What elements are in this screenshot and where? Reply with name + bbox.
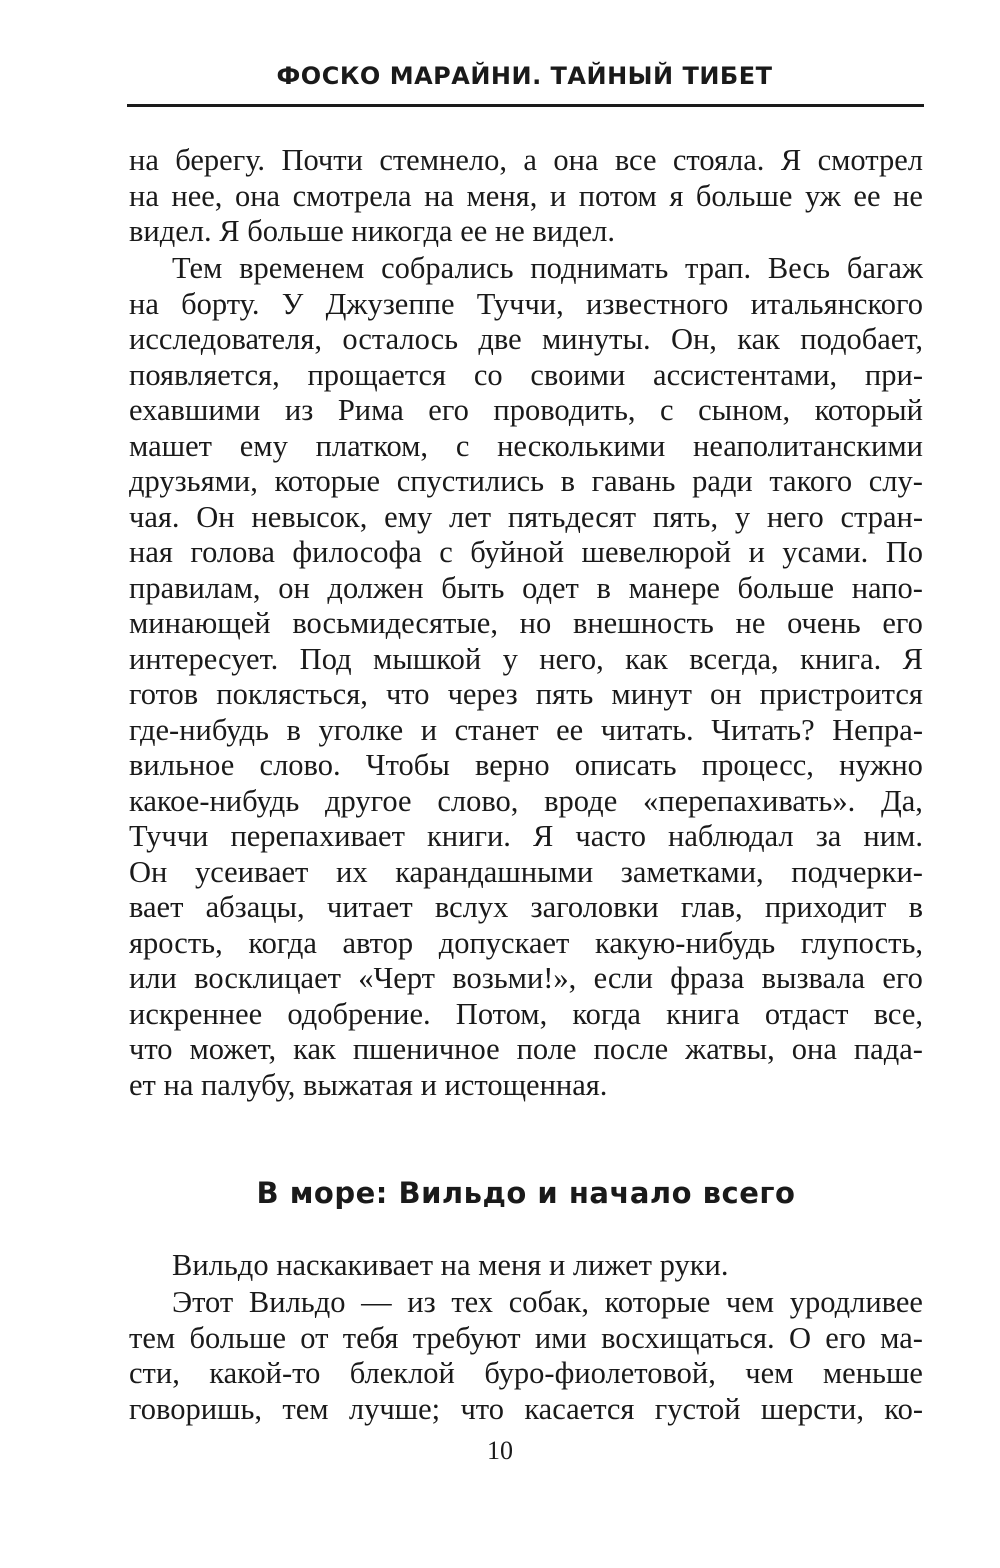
text-line: друзьями, которые спустились в гавань ради такого слу- — [129, 464, 923, 498]
text-line: сти, какой-то блеклой буро-фиолетовой, чем меньше — [129, 1356, 923, 1390]
text-line: машет ему платком, с несколькими неаполитанскими — [129, 428, 923, 463]
text-line: ет на палубу, выжатая и истощенная. — [129, 1067, 608, 1102]
text-line: Туччи перепахивает книги. Я часто наблюдал за ним. — [129, 819, 923, 853]
text-line: говоришь, тем лучше; что касается густой шерсти, ко- — [129, 1391, 923, 1426]
paragraph-1 — [129, 143, 923, 250]
text-line: правилам, он должен быть одет в манере больше напо- — [129, 570, 923, 605]
text-line: вает абзацы, читает вслух заголовки глав, приходит в — [129, 890, 923, 924]
running-head: ФОСКО МАРАЙНИ. ТАЙНЫЙ ТИБЕТ — [276, 62, 773, 90]
text-line: или восклицает «Черт возьми!», если фраза вызвала его — [129, 961, 923, 995]
text-line: ярость, когда автор допускает какую-нибудь глупость, — [129, 925, 923, 960]
paragraph-4 — [129, 1285, 923, 1427]
text-line: Он усеивает их карандашными заметками, подчерки- — [129, 854, 923, 889]
text-line: видел. Я больше никогда ее не видел. — [129, 214, 616, 248]
text-line: чая. Он невысок, ему лет пятьдесят пять, у него стран- — [129, 499, 923, 534]
text-line: на борту. У Джузеппе Туччи, известного итальянского — [129, 286, 923, 321]
section-heading: В море: Вильдо и начало всего — [256, 1176, 796, 1210]
text-line: исследователя, осталось две минуты. Он, как подобает, — [129, 322, 923, 356]
text-line: интересует. Под мышкой у него, как всегда, книга. Я — [129, 641, 923, 676]
text-line: Этот Вильдо — из тех собак, которые чем уродливее — [172, 1285, 923, 1319]
header-rule — [127, 104, 924, 107]
text-line: готов поклясться, что через пять минут он пристроится — [129, 677, 923, 711]
text-line: что может, как пшеничное поле после жатвы, она пада- — [129, 1032, 923, 1066]
paragraph-2 — [129, 251, 923, 1103]
text-line: какое-нибудь другое слово, вроде «перепахивать». Да, — [129, 783, 923, 818]
paragraph-3 — [129, 1248, 923, 1284]
text-line: Тем временем собрались поднимать трап. Весь багаж — [172, 251, 923, 285]
text-line: тем больше от тебя требуют ими восхищаться. О его ма- — [129, 1320, 923, 1355]
text-line: вильное слово. Чтобы верно описать процесс, нужно — [129, 748, 923, 782]
text-line: ехавшими из Рима его проводить, с сыном, который — [129, 393, 923, 427]
text-line: минающей восьмидесятые, но внешность не очень его — [129, 606, 923, 640]
page-number: 10 — [487, 1436, 513, 1465]
text-line: где-нибудь в уголке и станет ее читать. Читать? Непра- — [129, 712, 923, 747]
text-line: искреннее одобрение. Потом, когда книга отдаст все, — [129, 996, 923, 1031]
text-line: появляется, прощается со своими ассистентами, при- — [129, 357, 923, 392]
text-line: на нее, она смотрела на меня, и потом я больше уж ее не — [129, 178, 923, 213]
text-line: ная голова философа с буйной шевелюрой и усами. По — [129, 535, 923, 569]
text-line: на берегу. Почти стемнело, а она все стояла. Я смотрел — [129, 143, 923, 177]
text-line: Вильдо наскакивает на меня и лижет руки. — [172, 1248, 729, 1282]
